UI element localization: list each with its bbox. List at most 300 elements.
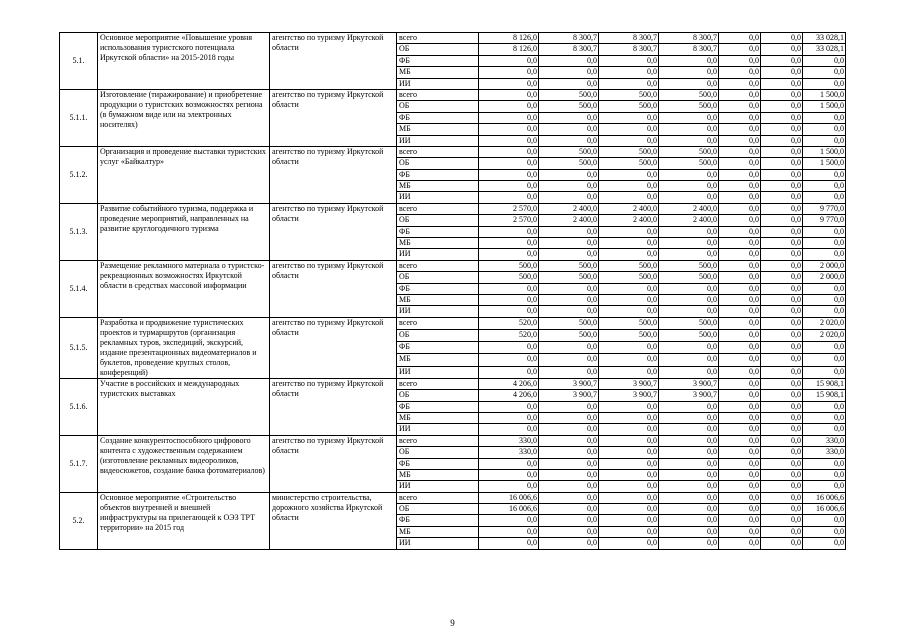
funding-source: всего <box>397 203 479 214</box>
amount-cell: 0,0 <box>719 158 761 169</box>
amount-cell: 2 400,0 <box>659 203 719 214</box>
activity-name: Развитие событийного туризма, поддержка и проведение мероприятий, направленных на развитие круглогодичного туризма <box>98 203 270 260</box>
amount-cell: 0,0 <box>539 55 599 66</box>
amount-cell: 0,0 <box>479 481 539 492</box>
funding-source: ФБ <box>397 169 479 180</box>
amount-cell: 500,0 <box>599 260 659 271</box>
amount-cell: 0,0 <box>659 135 719 146</box>
amount-cell: 0,0 <box>803 412 846 423</box>
amount-cell: 0,0 <box>761 272 803 283</box>
amount-cell: 0,0 <box>479 342 539 354</box>
amount-cell: 0,0 <box>761 492 803 503</box>
table-row <box>60 317 846 329</box>
funding-source: ИИ <box>397 306 479 317</box>
amount-cell: 1 500,0 <box>803 146 846 157</box>
amount-cell: 500,0 <box>659 158 719 169</box>
amount-cell: 0,0 <box>599 342 659 354</box>
funding-source: ФБ <box>397 458 479 469</box>
amount-cell: 0,0 <box>761 238 803 249</box>
amount-cell: 2 400,0 <box>659 215 719 226</box>
funding-source: ФБ <box>397 342 479 354</box>
amount-cell: 3 900,7 <box>599 390 659 401</box>
amount-cell: 0,0 <box>803 67 846 78</box>
amount-cell: 0,0 <box>761 481 803 492</box>
funding-source: ФБ <box>397 283 479 294</box>
amount-cell: 0,0 <box>539 342 599 354</box>
budget-table-body <box>60 33 846 550</box>
amount-cell: 0,0 <box>803 366 846 378</box>
amount-cell: 33 028,1 <box>803 44 846 55</box>
amount-cell: 0,0 <box>761 469 803 480</box>
amount-cell: 0,0 <box>659 306 719 317</box>
amount-cell: 0,0 <box>539 306 599 317</box>
amount-cell: 500,0 <box>659 146 719 157</box>
executor: агентство по туризму Иркутской области <box>270 378 397 435</box>
amount-cell: 0,0 <box>761 317 803 329</box>
amount-cell: 0,0 <box>539 238 599 249</box>
amount-cell: 0,0 <box>761 249 803 260</box>
amount-cell: 0,0 <box>719 33 761 44</box>
amount-cell: 8 300,7 <box>539 44 599 55</box>
amount-cell: 0,0 <box>803 226 846 237</box>
funding-source: ОБ <box>397 101 479 112</box>
amount-cell: 0,0 <box>479 181 539 192</box>
amount-cell: 0,0 <box>719 481 761 492</box>
funding-source: ИИ <box>397 135 479 146</box>
amount-cell: 0,0 <box>659 447 719 458</box>
executor: агентство по туризму Иркутской области <box>270 33 397 90</box>
amount-cell: 500,0 <box>539 329 599 341</box>
amount-cell: 0,0 <box>659 435 719 446</box>
amount-cell: 0,0 <box>599 124 659 135</box>
amount-cell: 0,0 <box>659 78 719 89</box>
amount-cell: 0,0 <box>539 447 599 458</box>
table-row <box>60 146 846 157</box>
amount-cell: 0,0 <box>539 481 599 492</box>
amount-cell: 500,0 <box>599 272 659 283</box>
funding-source: ФБ <box>397 55 479 66</box>
amount-cell: 2 400,0 <box>539 215 599 226</box>
funding-source: ИИ <box>397 424 479 435</box>
funding-source: МБ <box>397 124 479 135</box>
amount-cell: 2 020,0 <box>803 329 846 341</box>
amount-cell: 2 570,0 <box>479 203 539 214</box>
amount-cell: 0,0 <box>539 112 599 123</box>
amount-cell: 16 006,6 <box>803 504 846 515</box>
funding-source: ИИ <box>397 538 479 549</box>
amount-cell: 0,0 <box>761 366 803 378</box>
amount-cell: 0,0 <box>599 112 659 123</box>
amount-cell: 0,0 <box>761 412 803 423</box>
amount-cell: 0,0 <box>719 135 761 146</box>
amount-cell: 0,0 <box>719 306 761 317</box>
amount-cell: 0,0 <box>599 67 659 78</box>
amount-cell: 0,0 <box>599 481 659 492</box>
amount-cell: 0,0 <box>719 124 761 135</box>
amount-cell: 0,0 <box>539 249 599 260</box>
amount-cell: 0,0 <box>761 101 803 112</box>
amount-cell: 0,0 <box>599 435 659 446</box>
funding-source: ИИ <box>397 78 479 89</box>
amount-cell: 0,0 <box>599 306 659 317</box>
activity-name: Участие в российских и международных туристских выставках <box>98 378 270 435</box>
amount-cell: 8 300,7 <box>659 44 719 55</box>
amount-cell: 0,0 <box>599 492 659 503</box>
amount-cell: 0,0 <box>659 492 719 503</box>
amount-cell: 0,0 <box>539 283 599 294</box>
amount-cell: 500,0 <box>539 101 599 112</box>
activity-name: Размещение рекламного материала о туристско-рекреационных возможностях Иркутской области в средствах массовой информации <box>98 260 270 317</box>
funding-source: ОБ <box>397 329 479 341</box>
item-number: 5.1.7. <box>60 435 98 492</box>
amount-cell: 0,0 <box>659 112 719 123</box>
amount-cell: 2 400,0 <box>539 203 599 214</box>
amount-cell: 0,0 <box>599 469 659 480</box>
amount-cell: 16 006,6 <box>803 492 846 503</box>
item-number: 5.2. <box>60 492 98 549</box>
amount-cell: 0,0 <box>659 55 719 66</box>
amount-cell: 0,0 <box>659 67 719 78</box>
funding-source: всего <box>397 146 479 157</box>
amount-cell: 0,0 <box>659 124 719 135</box>
amount-cell: 0,0 <box>803 342 846 354</box>
amount-cell: 0,0 <box>761 203 803 214</box>
amount-cell: 0,0 <box>659 294 719 305</box>
funding-source: ИИ <box>397 249 479 260</box>
amount-cell: 0,0 <box>719 378 761 389</box>
amount-cell: 500,0 <box>599 146 659 157</box>
amount-cell: 0,0 <box>719 146 761 157</box>
amount-cell: 0,0 <box>539 124 599 135</box>
amount-cell: 0,0 <box>803 169 846 180</box>
amount-cell: 0,0 <box>719 67 761 78</box>
amount-cell: 500,0 <box>659 329 719 341</box>
amount-cell: 0,0 <box>659 504 719 515</box>
amount-cell: 0,0 <box>761 306 803 317</box>
amount-cell: 0,0 <box>719 215 761 226</box>
amount-cell: 8 300,7 <box>599 33 659 44</box>
amount-cell: 0,0 <box>539 515 599 526</box>
executor: агентство по туризму Иркутской области <box>270 89 397 146</box>
amount-cell: 0,0 <box>803 192 846 203</box>
amount-cell: 500,0 <box>539 272 599 283</box>
amount-cell: 0,0 <box>803 526 846 537</box>
amount-cell: 0,0 <box>599 504 659 515</box>
funding-source: ОБ <box>397 215 479 226</box>
amount-cell: 1 500,0 <box>803 101 846 112</box>
amount-cell: 4 206,0 <box>479 378 539 389</box>
activity-name: Разработка и продвижение туристических проектов и турмаршрутов (организация рекламных туров, экспедиций, экскурсий, издание презентационных видеоматериалов и буклетов, проведение круглых столов, конференций) <box>98 317 270 378</box>
funding-source: ОБ <box>397 447 479 458</box>
amount-cell: 0,0 <box>761 112 803 123</box>
amount-cell: 0,0 <box>479 192 539 203</box>
amount-cell: 0,0 <box>761 78 803 89</box>
amount-cell: 0,0 <box>761 294 803 305</box>
amount-cell: 0,0 <box>599 538 659 549</box>
amount-cell: 0,0 <box>719 492 761 503</box>
amount-cell: 0,0 <box>539 435 599 446</box>
amount-cell: 0,0 <box>659 515 719 526</box>
amount-cell: 500,0 <box>659 317 719 329</box>
amount-cell: 0,0 <box>599 181 659 192</box>
amount-cell: 0,0 <box>539 504 599 515</box>
funding-source: всего <box>397 435 479 446</box>
amount-cell: 0,0 <box>599 283 659 294</box>
amount-cell: 0,0 <box>659 192 719 203</box>
budget-table <box>59 32 846 550</box>
amount-cell: 500,0 <box>599 317 659 329</box>
amount-cell: 0,0 <box>539 192 599 203</box>
amount-cell: 500,0 <box>539 146 599 157</box>
amount-cell: 0,0 <box>761 169 803 180</box>
amount-cell: 0,0 <box>761 124 803 135</box>
amount-cell: 3 900,7 <box>539 378 599 389</box>
activity-name: Основное мероприятие «Строительство объектов внутренней и внешней инфраструктуры на прилегающей к ОЭЗ ТРТ территории» на 2015 год <box>98 492 270 549</box>
amount-cell: 8 126,0 <box>479 44 539 55</box>
table-row <box>60 435 846 446</box>
amount-cell: 0,0 <box>599 515 659 526</box>
amount-cell: 0,0 <box>539 469 599 480</box>
amount-cell: 0,0 <box>479 249 539 260</box>
amount-cell: 0,0 <box>719 317 761 329</box>
amount-cell: 0,0 <box>659 366 719 378</box>
amount-cell: 0,0 <box>803 354 846 366</box>
executor: агентство по туризму Иркутской области <box>270 317 397 378</box>
amount-cell: 0,0 <box>479 424 539 435</box>
amount-cell: 0,0 <box>539 67 599 78</box>
funding-source: МБ <box>397 238 479 249</box>
amount-cell: 0,0 <box>539 181 599 192</box>
amount-cell: 0,0 <box>761 354 803 366</box>
amount-cell: 0,0 <box>659 412 719 423</box>
amount-cell: 0,0 <box>761 378 803 389</box>
amount-cell: 0,0 <box>539 412 599 423</box>
amount-cell: 0,0 <box>719 294 761 305</box>
funding-source: ИИ <box>397 366 479 378</box>
amount-cell: 0,0 <box>479 112 539 123</box>
amount-cell: 0,0 <box>479 401 539 412</box>
amount-cell: 0,0 <box>719 55 761 66</box>
amount-cell: 15 908,1 <box>803 378 846 389</box>
amount-cell: 2 400,0 <box>599 215 659 226</box>
amount-cell: 0,0 <box>479 238 539 249</box>
amount-cell: 0,0 <box>761 504 803 515</box>
amount-cell: 0,0 <box>719 272 761 283</box>
amount-cell: 0,0 <box>539 169 599 180</box>
amount-cell: 0,0 <box>803 538 846 549</box>
amount-cell: 1 500,0 <box>803 89 846 100</box>
amount-cell: 9 770,0 <box>803 203 846 214</box>
amount-cell: 0,0 <box>719 203 761 214</box>
amount-cell: 0,0 <box>659 249 719 260</box>
amount-cell: 0,0 <box>803 238 846 249</box>
amount-cell: 0,0 <box>479 89 539 100</box>
amount-cell: 0,0 <box>761 458 803 469</box>
amount-cell: 0,0 <box>719 249 761 260</box>
amount-cell: 0,0 <box>719 226 761 237</box>
amount-cell: 0,0 <box>599 238 659 249</box>
funding-source: всего <box>397 492 479 503</box>
amount-cell: 0,0 <box>719 435 761 446</box>
amount-cell: 0,0 <box>761 146 803 157</box>
item-number: 5.1.3. <box>60 203 98 260</box>
amount-cell: 0,0 <box>659 401 719 412</box>
amount-cell: 0,0 <box>761 424 803 435</box>
amount-cell: 0,0 <box>803 55 846 66</box>
amount-cell: 0,0 <box>719 181 761 192</box>
amount-cell: 0,0 <box>479 169 539 180</box>
amount-cell: 0,0 <box>803 458 846 469</box>
amount-cell: 0,0 <box>719 44 761 55</box>
activity-name: Создание конкурентоспособного цифрового контента с художественным содержанием (изготовление рекламных видеороликов, видеосюжетов, создание банка фотоматериалов) <box>98 435 270 492</box>
amount-cell: 0,0 <box>761 515 803 526</box>
amount-cell: 3 900,7 <box>659 390 719 401</box>
amount-cell: 0,0 <box>803 78 846 89</box>
amount-cell: 0,0 <box>761 89 803 100</box>
amount-cell: 0,0 <box>599 354 659 366</box>
amount-cell: 0,0 <box>761 283 803 294</box>
amount-cell: 0,0 <box>599 169 659 180</box>
amount-cell: 0,0 <box>803 481 846 492</box>
amount-cell: 0,0 <box>479 294 539 305</box>
amount-cell: 0,0 <box>659 283 719 294</box>
amount-cell: 0,0 <box>803 181 846 192</box>
amount-cell: 0,0 <box>539 538 599 549</box>
amount-cell: 2 400,0 <box>599 203 659 214</box>
amount-cell: 0,0 <box>719 401 761 412</box>
amount-cell: 0,0 <box>479 515 539 526</box>
amount-cell: 0,0 <box>719 447 761 458</box>
amount-cell: 0,0 <box>539 526 599 537</box>
amount-cell: 0,0 <box>599 458 659 469</box>
amount-cell: 0,0 <box>479 366 539 378</box>
amount-cell: 500,0 <box>479 260 539 271</box>
funding-source: ФБ <box>397 401 479 412</box>
amount-cell: 500,0 <box>539 158 599 169</box>
amount-cell: 0,0 <box>761 192 803 203</box>
item-number: 5.1. <box>60 33 98 90</box>
amount-cell: 0,0 <box>719 424 761 435</box>
amount-cell: 0,0 <box>659 538 719 549</box>
amount-cell: 500,0 <box>659 260 719 271</box>
amount-cell: 0,0 <box>479 124 539 135</box>
amount-cell: 0,0 <box>761 181 803 192</box>
amount-cell: 0,0 <box>803 112 846 123</box>
amount-cell: 0,0 <box>659 469 719 480</box>
amount-cell: 500,0 <box>659 101 719 112</box>
funding-source: ОБ <box>397 44 479 55</box>
amount-cell: 500,0 <box>599 101 659 112</box>
amount-cell: 0,0 <box>719 78 761 89</box>
amount-cell: 0,0 <box>761 135 803 146</box>
funding-source: всего <box>397 317 479 329</box>
amount-cell: 500,0 <box>599 89 659 100</box>
amount-cell: 500,0 <box>479 272 539 283</box>
amount-cell: 0,0 <box>761 226 803 237</box>
amount-cell: 16 006,6 <box>479 504 539 515</box>
amount-cell: 0,0 <box>659 181 719 192</box>
amount-cell: 0,0 <box>599 424 659 435</box>
amount-cell: 8 126,0 <box>479 33 539 44</box>
amount-cell: 3 900,7 <box>659 378 719 389</box>
amount-cell: 0,0 <box>719 101 761 112</box>
amount-cell: 0,0 <box>803 135 846 146</box>
amount-cell: 0,0 <box>659 342 719 354</box>
amount-cell: 0,0 <box>539 354 599 366</box>
funding-source: ОБ <box>397 390 479 401</box>
item-number: 5.1.5. <box>60 317 98 378</box>
amount-cell: 15 908,1 <box>803 390 846 401</box>
amount-cell: 0,0 <box>539 135 599 146</box>
funding-source: МБ <box>397 294 479 305</box>
amount-cell: 0,0 <box>719 283 761 294</box>
amount-cell: 500,0 <box>539 89 599 100</box>
amount-cell: 330,0 <box>803 447 846 458</box>
amount-cell: 0,0 <box>539 226 599 237</box>
amount-cell: 0,0 <box>719 169 761 180</box>
amount-cell: 0,0 <box>761 215 803 226</box>
amount-cell: 0,0 <box>659 226 719 237</box>
amount-cell: 0,0 <box>599 412 659 423</box>
amount-cell: 9 770,0 <box>803 215 846 226</box>
amount-cell: 0,0 <box>659 238 719 249</box>
amount-cell: 0,0 <box>659 526 719 537</box>
amount-cell: 0,0 <box>599 78 659 89</box>
amount-cell: 0,0 <box>539 458 599 469</box>
amount-cell: 0,0 <box>719 329 761 341</box>
amount-cell: 0,0 <box>761 44 803 55</box>
table-row <box>60 203 846 214</box>
amount-cell: 0,0 <box>761 401 803 412</box>
funding-source: всего <box>397 260 479 271</box>
executor: агентство по туризму Иркутской области <box>270 146 397 203</box>
activity-name: Основное мероприятие «Повышение уровня использования туристского потенциала Иркутской области» на 2015-2018 годы <box>98 33 270 90</box>
amount-cell: 0,0 <box>659 354 719 366</box>
amount-cell: 0,0 <box>539 366 599 378</box>
amount-cell: 0,0 <box>719 192 761 203</box>
funding-source: МБ <box>397 469 479 480</box>
amount-cell: 0,0 <box>761 390 803 401</box>
executor: агентство по туризму Иркутской области <box>270 435 397 492</box>
amount-cell: 0,0 <box>719 515 761 526</box>
amount-cell: 0,0 <box>479 538 539 549</box>
amount-cell: 0,0 <box>761 260 803 271</box>
amount-cell: 0,0 <box>599 249 659 260</box>
executor: агентство по туризму Иркутской области <box>270 260 397 317</box>
table-row <box>60 33 846 44</box>
amount-cell: 0,0 <box>539 492 599 503</box>
funding-source: всего <box>397 89 479 100</box>
amount-cell: 0,0 <box>761 435 803 446</box>
amount-cell: 0,0 <box>803 249 846 260</box>
amount-cell: 0,0 <box>539 294 599 305</box>
amount-cell: 0,0 <box>479 306 539 317</box>
amount-cell: 0,0 <box>479 158 539 169</box>
funding-source: ФБ <box>397 226 479 237</box>
amount-cell: 500,0 <box>599 158 659 169</box>
funding-source: ФБ <box>397 515 479 526</box>
amount-cell: 0,0 <box>719 390 761 401</box>
amount-cell: 330,0 <box>803 435 846 446</box>
amount-cell: 3 900,7 <box>539 390 599 401</box>
activity-name: Организация и проведение выставки туристских услуг «Байкалтур» <box>98 146 270 203</box>
amount-cell: 1 500,0 <box>803 158 846 169</box>
amount-cell: 0,0 <box>719 504 761 515</box>
item-number: 5.1.1. <box>60 89 98 146</box>
amount-cell: 0,0 <box>479 78 539 89</box>
executor: министерство строительства, дорожного хозяйства Иркутской области <box>270 492 397 549</box>
amount-cell: 0,0 <box>599 226 659 237</box>
